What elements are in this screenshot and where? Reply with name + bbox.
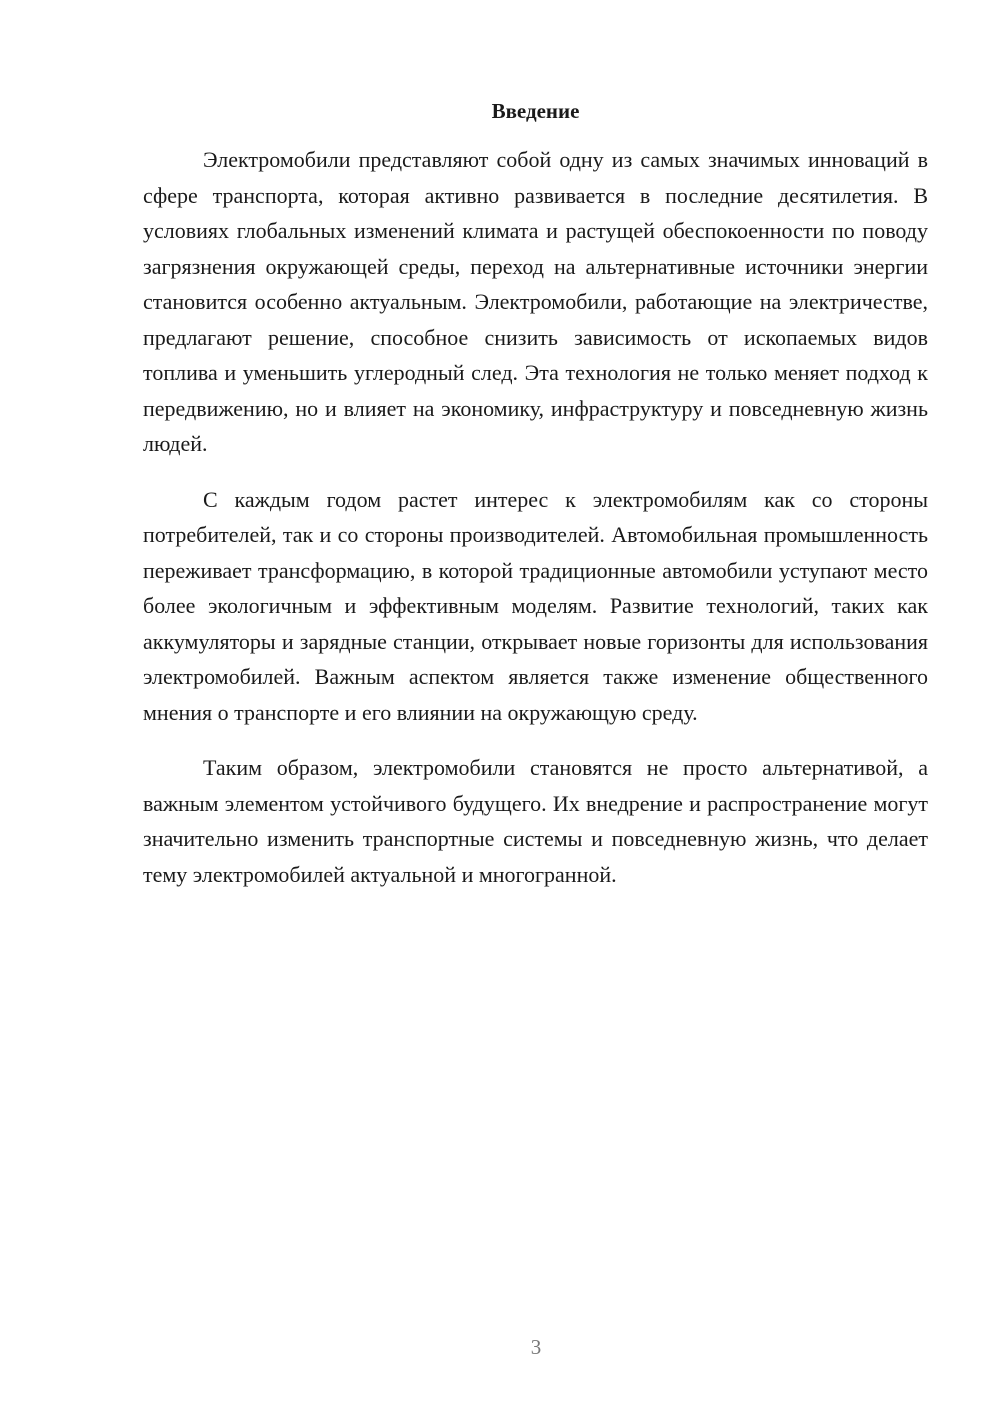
document-body <box>143 96 928 912</box>
paragraph-3: Таким образом, электромобили становятся не просто альтернативой, а важным элементом устойчивого будущего. Их внедрение и распространение могут значительно изменить транспортные системы и повседневную жизнь, что делает тему электромобилей актуальной и многогранной. <box>143 755 928 887</box>
section-heading: Введение <box>491 99 580 123</box>
paragraph-1: Электромобили представляют собой одну из самых значимых инноваций в сфере транспорта, которая активно развивается в последние десятилетия. В условиях глобальных изменений климата и растущей обеспокоенности по поводу загрязнения окружающей среды, переход на альтернативные источники энергии становится особенно актуальным. Электромобили, работающие на электричестве, предлагают решение, способное снизить зависимость от ископаемых видов топлива и уменьшить углеродный след. Эта технология не только меняет подход к передвижению, но и влияет на экономику, инфраструктуру и повседневную жизнь людей. <box>143 147 928 456</box>
paragraph-2: С каждым годом растет интерес к электромобилям как со стороны потребителей, так и со стороны производителей. Автомобильная промышленность переживает трансформацию, в которой традиционные автомобили уступают место более экологичным и эффективным моделям. Развитие технологий, таких как аккумуляторы и зарядные станции, открывает новые горизонты для использования электромобилей. Важным аспектом является также изменение общественного мнения о транспорте и его влиянии на окружающую среду. <box>143 486 928 725</box>
page-number: 3 <box>530 1335 542 1359</box>
